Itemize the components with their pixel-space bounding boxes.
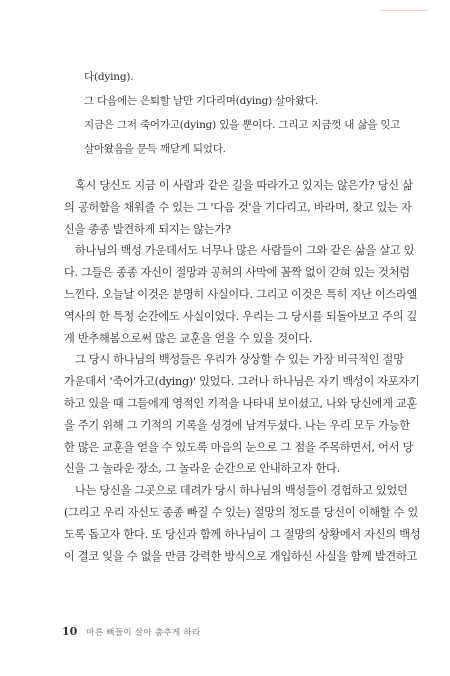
paragraph (64, 480, 421, 567)
paragraph-line: 도록 돕고자 한다. 또 당신과 함께 하나님이 그 절망의 상황에서 자신의 백성 (64, 527, 421, 541)
paragraph (64, 349, 420, 480)
page-footer (62, 625, 200, 639)
paragraph-line: 다. 그들은 종종 자신이 절망과 공허의 사막에 꼼짝 없이 갇혀 있는 것처럼 (64, 266, 410, 280)
paragraph-line: 하고 있을 때 그들에게 영적인 기적을 나타내 보이셨고, 나와 당신에게 교훈 (64, 396, 418, 410)
scan-edge-mark (380, 0, 428, 11)
paragraph-line: 혹시 당신도 지금 이 사람과 같은 길을 따라가고 있지는 않은가? 당신 삶 (75, 179, 413, 192)
paragraph (64, 240, 416, 349)
body-text (64, 175, 421, 567)
paragraph-line: 의 공허함을 채워줄 수 있는 그 '다음 것'을 기다리고, 바라며, 찾고 있는 자 (64, 200, 412, 214)
paragraph-line: 이 결코 잊을 수 없을 만큼 강력한 방식으로 개입하신 사실을 함께 발견하고 (64, 549, 418, 563)
paragraph-line: 신을 그 놀라운 장소, 그 놀라운 순간으로 안내하고자 한다. (64, 462, 340, 476)
paragraph-line: (그리고 우리 자신도 종종 빠질 수 있는) 절망의 정도를 당신이 이해할 수 있 (64, 505, 419, 519)
paragraph-line: 역사의 한 특정 순간에도 사실이었다. 우리는 그 당시를 되돌아보고 주의 깊 (64, 309, 418, 323)
paragraph-line: 하나님의 백성 가운데서도 너무나 많은 사람들이 그와 같은 삶을 살고 있 (75, 244, 415, 258)
block-quote (84, 65, 424, 161)
paragraph-line: 한 많은 교훈을 얻을 수 있도록 마음의 눈으로 그 점을 주목하면서, 어서 당 (64, 440, 414, 454)
paragraph-line: 그 당시 하나님의 백성들은 우리가 상상할 수 있는 가장 비극적인 절망 (75, 353, 404, 367)
paragraph-line: 느낀다. 오늘날 이것은 분명히 사실이다. 그리고 이것은 특히 지난 이스라엘 (64, 287, 418, 301)
quote-line: 살아왔음을 문득 깨닫게 되었다. (84, 143, 226, 155)
paragraph-line: 을 주기 위해 그 기적의 기록을 성경에 남겨두셨다. 나는 우리 모두 가능한 (64, 418, 410, 432)
page-number: 10 (62, 625, 78, 638)
paragraph-line: 신을 종종 발견하게 되지는 않는가? (64, 222, 231, 236)
quote-line: 다(dying). (84, 71, 134, 83)
quote-line: 지금은 그저 죽어가고(dying) 있을 뿐이다. 그리고 지금껏 내 삶을 잊고 (84, 119, 401, 131)
paragraph-line: 게 반추해봄으로써 많은 교훈을 얻을 수 있을 것이다. (64, 331, 313, 345)
running-head: 마른 뼈들이 살아 춤추게 하라 (86, 628, 201, 638)
paragraph-line: 나는 당신을 그곳으로 데려가 당시 하나님의 백성들이 경험하고 있었던 (75, 484, 408, 498)
quote-line: 그 다음에는 은퇴할 날만 기다리며(dying) 살아왔다. (84, 95, 319, 107)
paragraph-line: 가운데서 '죽어가고(dying)' 있었다. 그러나 하나님은 자기 백성이 자포자기 (64, 375, 420, 389)
paragraph (64, 175, 416, 240)
